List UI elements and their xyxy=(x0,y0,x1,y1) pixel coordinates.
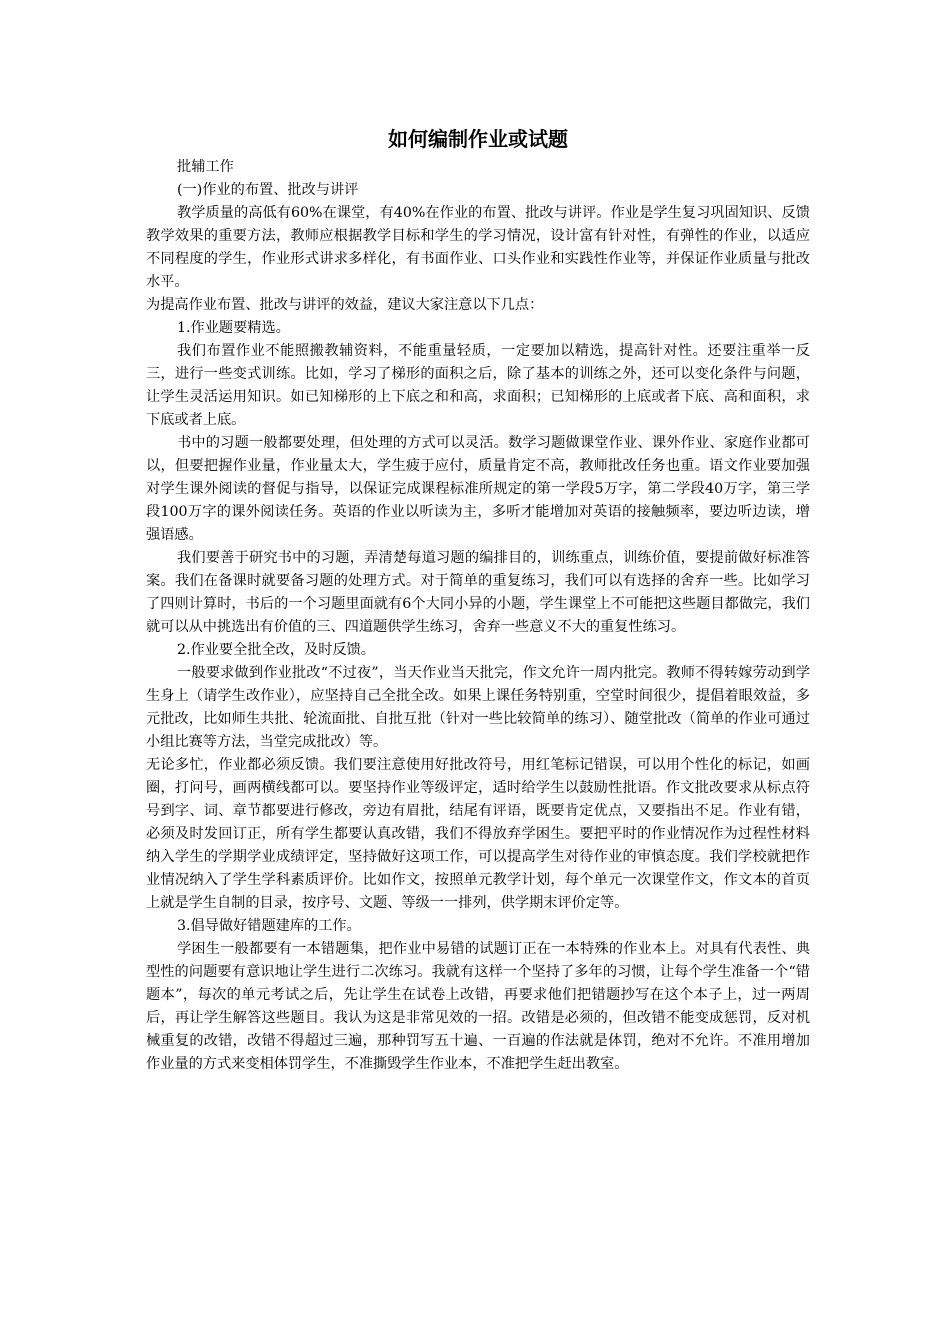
document-title: 如何编制作业或试题 xyxy=(388,127,568,151)
paragraph: 学困生一般都要有一本错题集，把作业中易错的试题订正在一本特殊的作业本上。对具有代表性、典型性的问题要有意识地让学生进行二次练习。我就有这样一个坚持了多年的习惯，让每个学生准备一个“错题本”，每次的单元考试之后，先让学生在试卷上改错，再要求他们把错题抄写在这个本子上，过一两周后，再让学生解答这些题目。我认为这是非常见效的一招。改错是必须的，但改错不能变成惩罚，反对机械重复的改错，改错不得超过三遍，那种罚写五十遍、一百遍的作法就是体罚，绝对不允许。不准用增加作业量的方式来变相体罚学生，不准撕毁学生作业本，不准把学生赶出教室。 xyxy=(146,941,810,1072)
paragraph: 教学质量的高低有60%在课堂，有40%在作业的布置、批改与讲评。作业是学生复习巩固知识、反馈教学效果的重要方法，教师应根据教学目标和学生的学习情况，设计富有针对性，有弹性的作业，以适应不同程度的学生，作业形式讲求多样化，有书面作业、口头作业和实践性作业等，并保证作业质量与批改水平。 xyxy=(146,205,810,290)
paragraph: 书中的习题一般都要处理，但处理的方式可以灵活。数学习题做课堂作业、课外作业、家庭作业都可以，但要把握作业量，作业量太大，学生疲于应付，质量肯定不高，教师批改任务也重。语文作业要加强对学生课外阅读的督促与指导，以保证完成课程标准所规定的第一学段5万字，第二学段40万字，第三学段100万字的课外阅读任务。英语的作业以听读为主，多听才能增加对英语的接触频率，要边听边读，增强语感。 xyxy=(146,435,810,543)
paragraph: (一)作业的布置、批改与讲评 xyxy=(177,182,359,198)
paragraph: 无论多忙，作业都必须反馈。我们要注意使用好批改符号，用红笔标记错误，可以用个性化的标记，如画圈，打问号，画两横线都可以。要坚持作业等级评定，适时给学生以鼓励性批语。作文批改要求从标点符号到字、词、章节都要进行修改，旁边有眉批，结尾有评语，既要肯定优点，又要指出不足。作业有错，必须及时发回订正，所有学生都要认真改错，我们不得放弃学困生。要把平时的作业情况作为过程性材料纳入学生的学期学业成绩评定，坚持做好这项工作，可以提高学生对待作业的审慎态度。我们学校就把作业情况纳入了学生学科素质评价。比如作文，按照单元教学计划，每个单元一次课堂作文，作文本的首页上就是学生自制的目录，按序号、文题、等级一一排列，供学期末评价定等。 xyxy=(146,757,810,911)
paragraph: 为提高作业布置、批改与讲评的效益，建议大家注意以下几点： xyxy=(146,297,544,313)
paragraph: 我们要善于研究书中的习题，弄清楚每道习题的编排目的，训练重点，训练价值，要提前做好标准答案。我们在备课时就要备习题的处理方式。对于简单的重复练习，我们可以有选择的舍弃一些。比如学习了四则计算时，书后的一个习题里面就有6个大同小异的小题，学生课堂上不可能把这些题目都做完，我们就可以从中挑选出有价值的三、四道题供学生练习，舍弃一些意义不大的重复性练习。 xyxy=(146,550,810,635)
paragraph: 2.作业要全批全改，及时反馈。 xyxy=(177,642,375,658)
paragraph: 我们布置作业不能照搬教辅资料，不能重量轻质，一定要加以精选，提高针对性。还要注重举一反三，进行一些变式训练。比如，学习了梯形的面积之后，除了基本的训练之外，还可以变化条件与问题，让学生灵活运用知识。如已知梯形的上下底之和和高，求面积；已知梯形的上底或者下底、高和面积，求下底或者上底。 xyxy=(146,343,810,428)
document-page xyxy=(146,126,810,1076)
paragraph: 3.倡导做好错题建库的工作。 xyxy=(177,918,361,934)
paragraph: 1.作业题要精选。 xyxy=(177,320,290,336)
paragraph: 批辅工作 xyxy=(177,159,234,175)
document-body xyxy=(146,156,810,1076)
paragraph: 一般要求做到作业批改“不过夜”，当天作业当天批完，作文允许一周内批完。教师不得转嫁劳动到学生身上（请学生改作业），应坚持自己全批全改。如果上课任务特别重，空堂时间很少，提倡着眼效益，多元批改，比如师生共批、轮流面批、自批互批（针对一些比较简单的练习）、随堂批改（简单的作业可通过小组比赛等方法，当堂完成批改）等。 xyxy=(146,665,810,750)
